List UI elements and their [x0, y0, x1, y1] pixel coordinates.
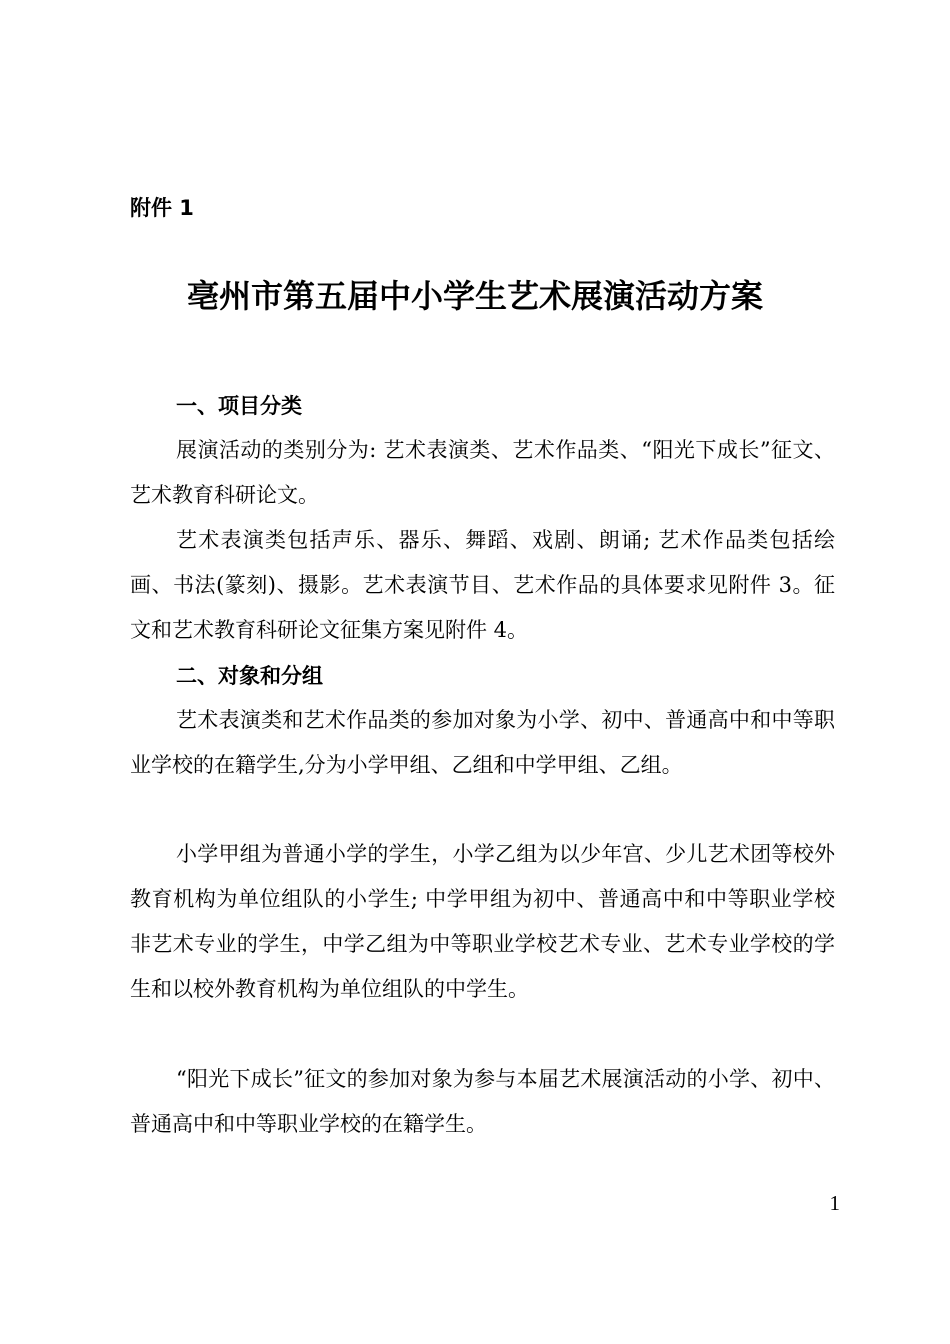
section-heading-1: 一、项目分类: [176, 394, 302, 418]
paragraph-essay-participants: “阳光下成长”征文的参加对象为参与本届艺术展演活动的小学、初中、普通高中和中等职业学校的在籍学生。: [130, 1067, 835, 1136]
paragraph-groups: 小学甲组为普通小学的学生，小学乙组为以少年宫、少儿艺术团等校外教育机构为单位组队的小学生; 中学甲组为初中、普通高中和中等职业学校非艺术专业的学生，中学乙组为中等职业学校艺术专业、艺术专业学校的学生和以校外教育机构为单位组队的中学生。: [130, 842, 835, 1001]
paragraph-participants: 艺术表演类和艺术作品类的参加对象为小学、初中、普通高中和中等职业学校的在籍学生,分为小学甲组、乙组和中学甲组、乙组。: [130, 708, 835, 777]
section-heading-2: 二、对象和分组: [176, 664, 323, 688]
document-title: 亳州市第五届中小学生艺术展演活动方案: [186, 277, 763, 315]
page-number: 1: [829, 1191, 840, 1215]
paragraph-category-details: 艺术表演类包括声乐、器乐、舞蹈、戏剧、朗诵; 艺术作品类包括绘画、书法(篆刻)、摄影。艺术表演节目、艺术作品的具体要求见附件 3。征文和艺术教育科研论文征集方案见附件 4。: [130, 528, 835, 642]
attachment-label: 附件 1: [130, 196, 194, 220]
paragraph-categories: 展演活动的类别分为: 艺术表演类、艺术作品类、“阳光下成长”征文、艺术教育科研论文。: [130, 438, 835, 507]
